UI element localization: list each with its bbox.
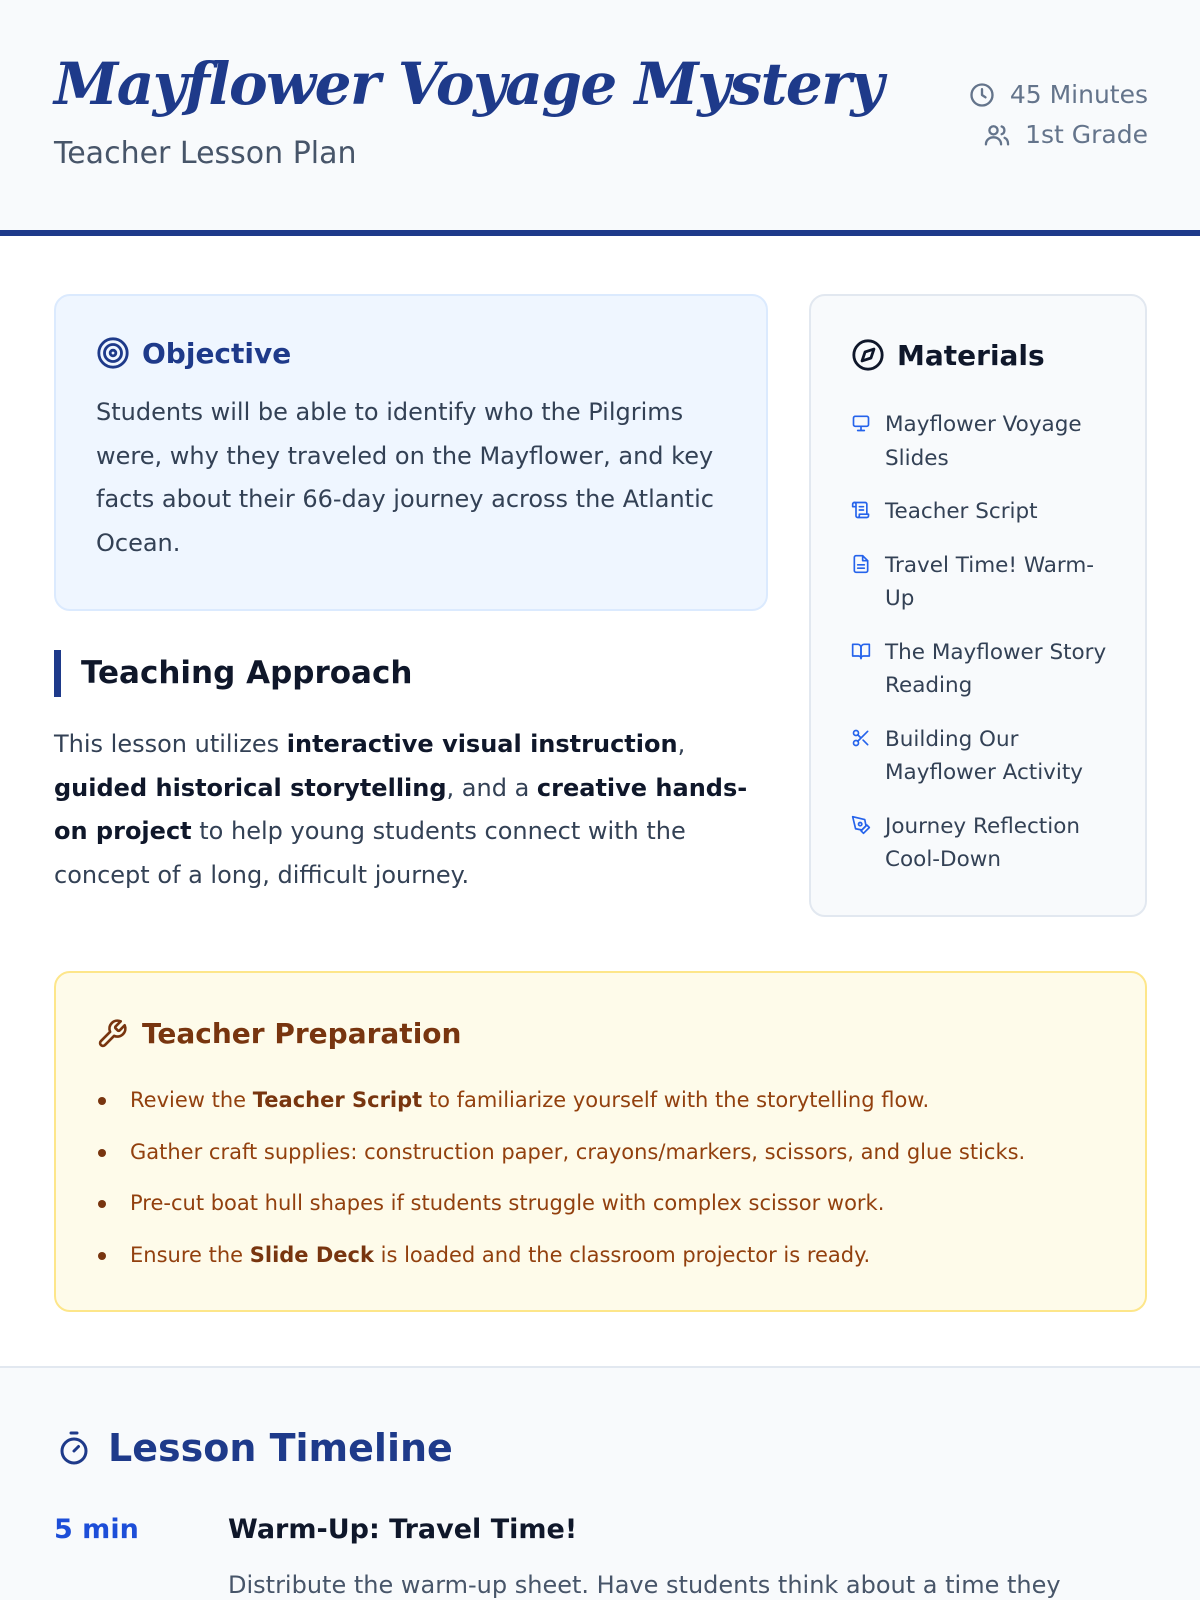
grade-meta (983, 120, 1148, 149)
preparation-item (96, 1188, 1096, 1218)
timeline-step-duration: 5 min (54, 1514, 139, 1545)
duration-text: 45 Minutes (1009, 80, 1148, 109)
clock-icon (968, 81, 996, 109)
approach-text-part: , (677, 730, 686, 758)
scissors-icon (851, 728, 871, 748)
material-label: Teacher Script (885, 499, 1038, 524)
material-label: Journey Reflection Cool-Down (885, 813, 1080, 872)
scroll-icon (851, 500, 871, 520)
materials-list (851, 408, 1121, 897)
prep-text: is loaded and the classroom projector is ready. (373, 1242, 871, 1267)
file-text-icon (851, 554, 871, 574)
approach-text-part: , and a (446, 773, 537, 802)
preparation-header (96, 1017, 461, 1050)
timeline-header (56, 1426, 453, 1470)
timeline-step-description: Distribute the warm-up sheet. Have students think about a time they (228, 1571, 1061, 1599)
approach-text-part: to help young students connect with the concept of a long, difficult journey. (54, 817, 686, 889)
material-item[interactable] (851, 810, 1121, 877)
material-label: Mayflower Voyage Slides (885, 412, 1082, 471)
page-subtitle: Teacher Lesson Plan (54, 136, 357, 171)
material-item[interactable] (851, 495, 1121, 529)
prep-text: Review the (130, 1088, 253, 1112)
approach-emphasis: creative hands-on project (54, 773, 748, 845)
materials-header (851, 338, 1045, 372)
prep-text: to familiarize yourself with the storytelling flow. (422, 1088, 930, 1112)
material-item[interactable] (851, 723, 1121, 790)
users-icon (983, 121, 1011, 149)
materials-title: Materials (897, 338, 1045, 372)
prep-text: Gather craft supplies: construction paper, crayons/markers, scissors, and glue sticks. (130, 1139, 1026, 1164)
material-label: Building Our Mayflower Activity (885, 726, 1084, 785)
preparation-item (96, 1085, 1096, 1115)
lesson-timeline (0, 1366, 1200, 1600)
target-icon (96, 336, 130, 370)
objective-title: Objective (142, 336, 292, 370)
prep-emphasis: Teacher Script (252, 1088, 423, 1112)
material-item[interactable] (851, 636, 1121, 703)
prep-text: Ensure the (130, 1242, 250, 1267)
pen-icon (851, 815, 871, 835)
materials-card (809, 294, 1147, 917)
duration-meta (968, 80, 1148, 109)
preparation-item (96, 1240, 1096, 1270)
prep-text: Pre-cut boat hull shapes if students struggle with complex scissor work. (130, 1191, 885, 1215)
book-open-icon (851, 641, 871, 661)
objective-header (96, 336, 291, 370)
approach-emphasis: guided historical storytelling (54, 773, 447, 802)
approach-text (54, 723, 770, 897)
page-title: Mayflower Voyage Mystery (54, 50, 883, 118)
preparation-title: Teacher Preparation (142, 1017, 462, 1050)
material-item[interactable] (851, 408, 1121, 475)
compass-icon (851, 338, 885, 372)
approach-emphasis: interactive visual instruction (286, 730, 678, 758)
grade-text: 1st Grade (1025, 120, 1148, 149)
material-label: The Mayflower Story Reading (885, 639, 1107, 698)
approach-heading: Teaching Approach (54, 650, 412, 697)
objective-card (54, 294, 768, 611)
timeline-title: Lesson Timeline (108, 1426, 453, 1470)
preparation-card (54, 971, 1147, 1312)
prep-emphasis: Slide Deck (249, 1242, 374, 1267)
material-label: Travel Time! Warm-Up (885, 552, 1095, 611)
preparation-list (96, 1085, 1096, 1291)
timer-icon (56, 1430, 92, 1466)
approach-text-part: This lesson utilizes (54, 730, 287, 758)
lesson-header (0, 0, 1200, 236)
presentation-icon (851, 413, 871, 433)
material-item[interactable] (851, 549, 1121, 616)
preparation-item (96, 1137, 1096, 1167)
wrench-icon (96, 1018, 128, 1050)
timeline-step-title: Warm-Up: Travel Time! (228, 1514, 578, 1545)
objective-text: Students will be able to identify who the Pilgrims were, why they traveled on the Mayflower, and key facts about their 66-day journey across the Atlantic Ocean. (96, 398, 714, 557)
